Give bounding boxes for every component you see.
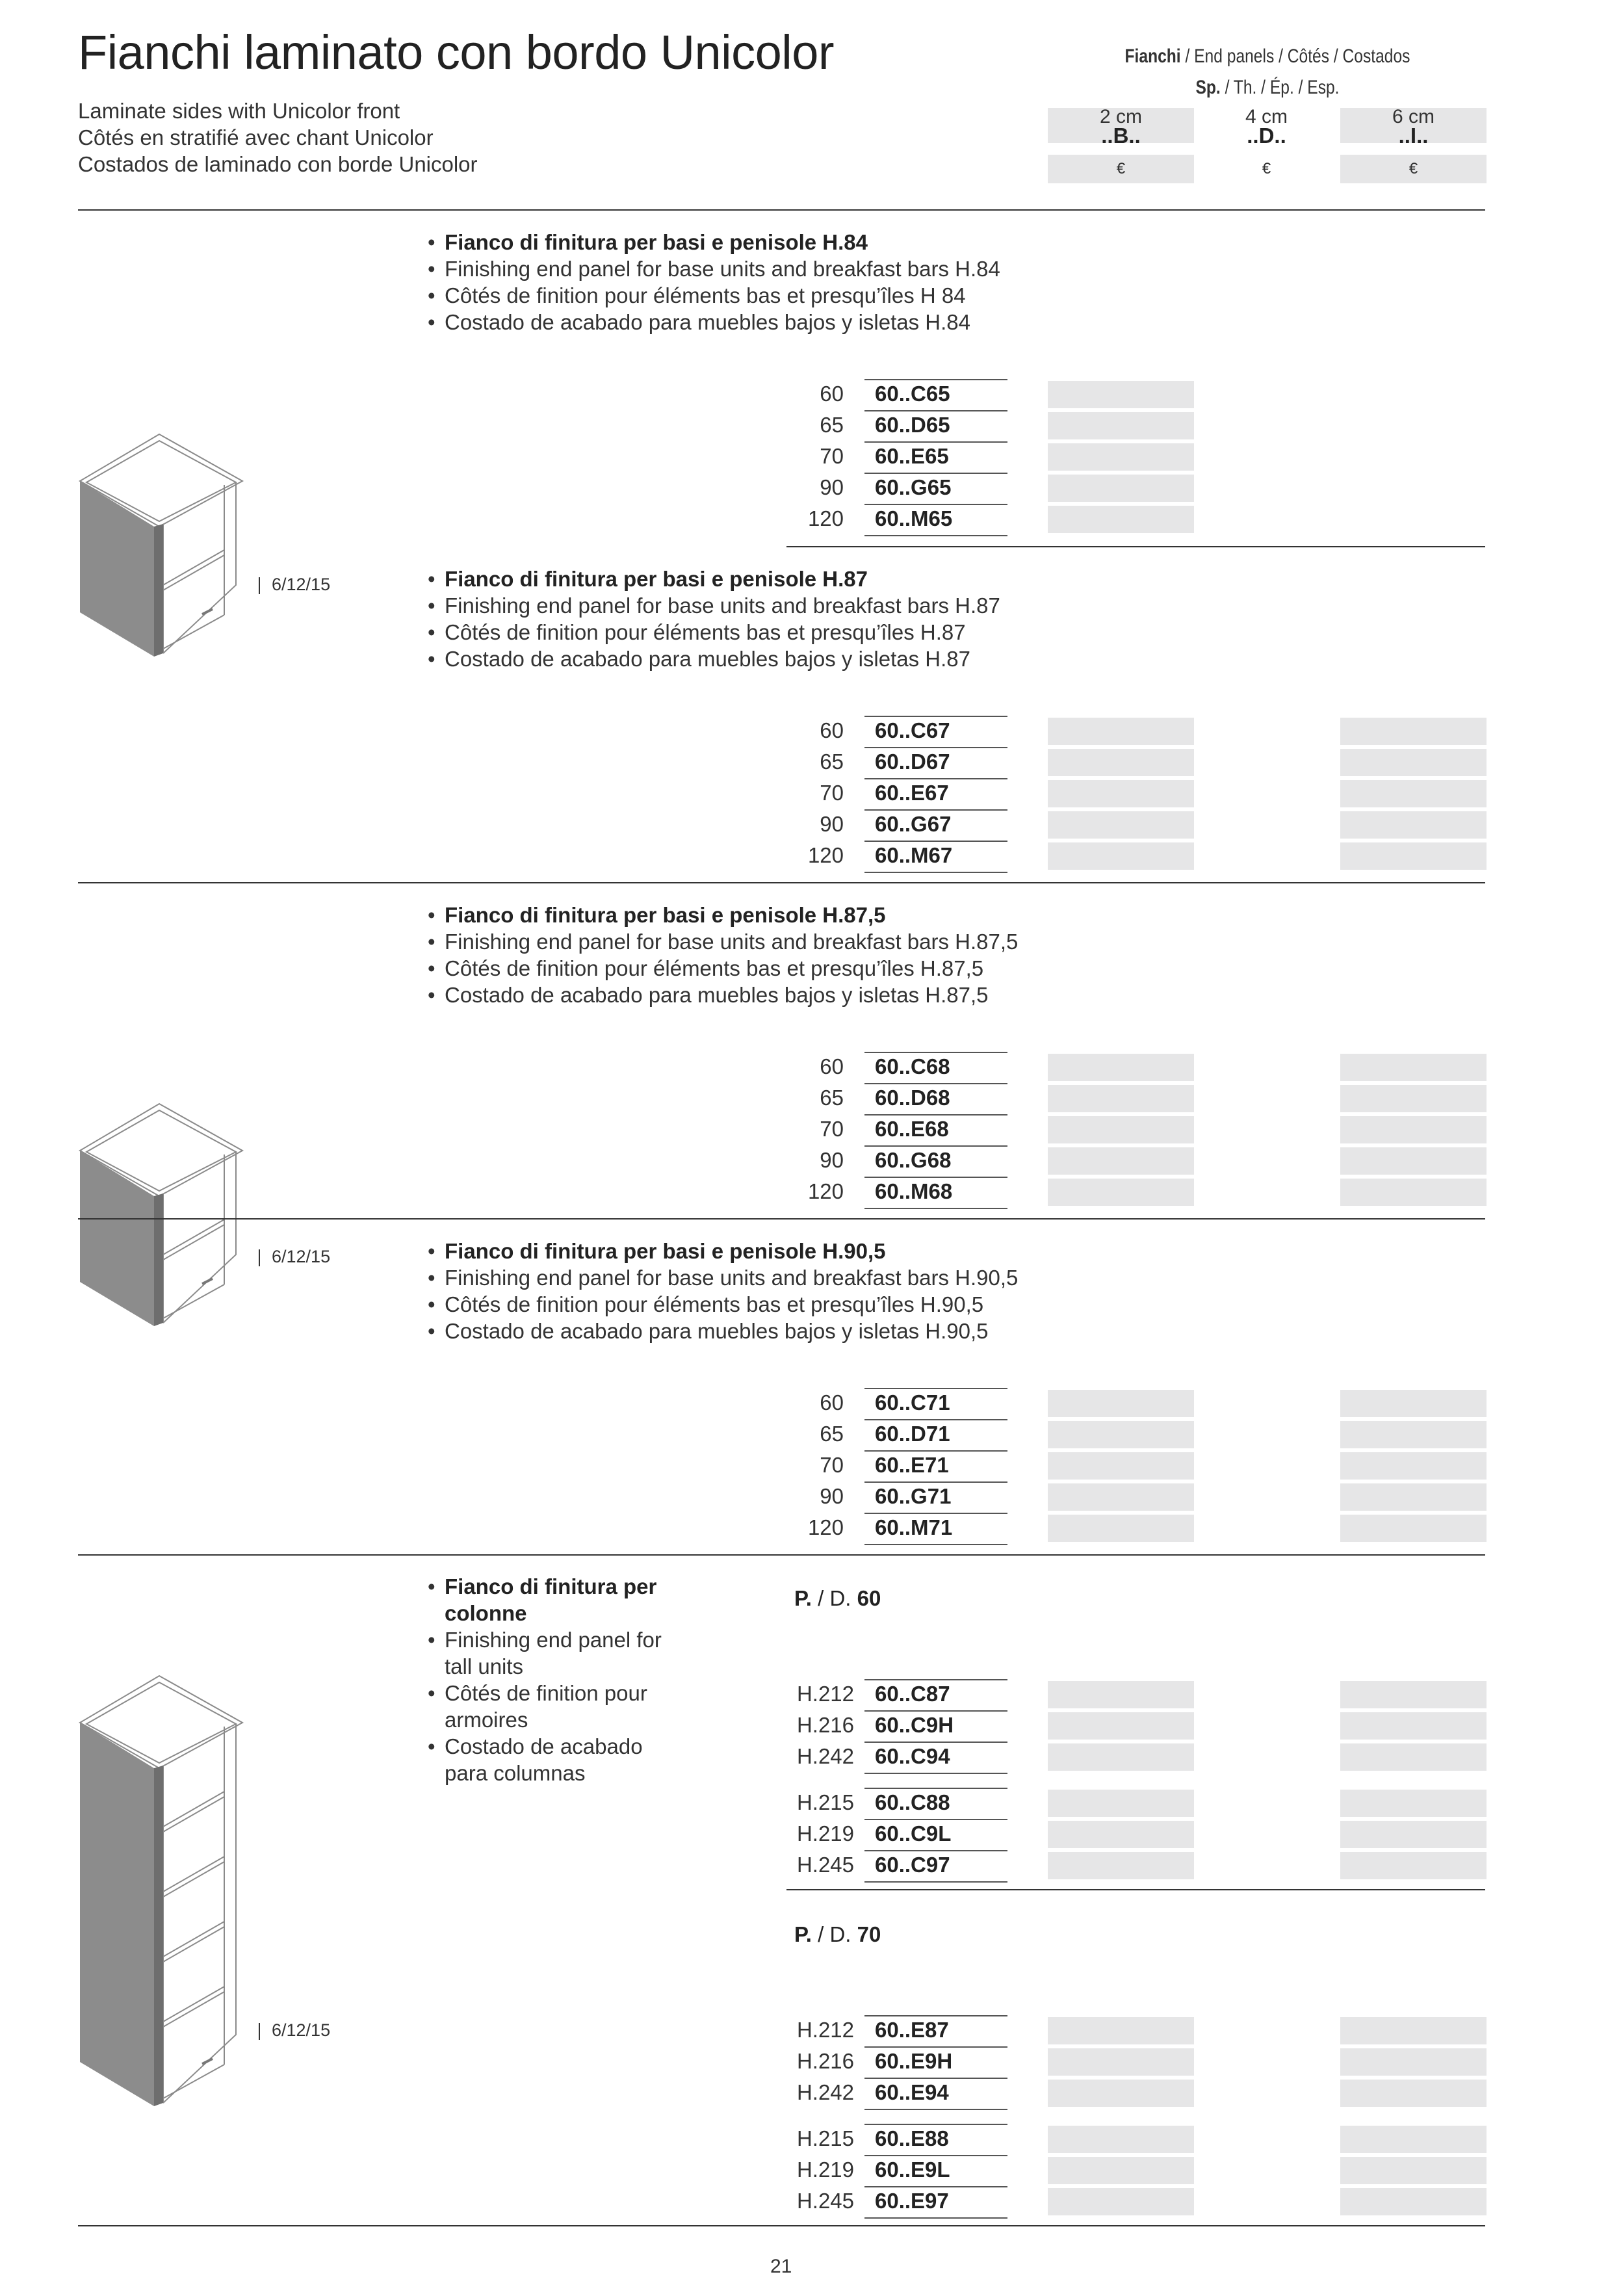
subtitle-fr: Côtés en stratifié avec chant Unicolor: [78, 125, 434, 150]
price-cell-b: [1048, 1712, 1194, 1740]
price-cell-b: [1048, 1821, 1194, 1848]
page-title: Fianchi laminato con bordo Unicolor: [78, 25, 834, 79]
price-cell-b: [1048, 1085, 1194, 1112]
row-height: H.219: [796, 2158, 854, 2182]
row-height: H.245: [796, 1853, 854, 1877]
row-underline: [864, 778, 1007, 779]
row-code: 60..G71: [875, 1484, 952, 1508]
shelf-annotation-2: 6/12/15: [259, 1247, 330, 1267]
page-number: 21: [770, 2256, 792, 2277]
tall-title-2: colonne: [445, 1601, 527, 1625]
price-cell-b: [1048, 2126, 1194, 2153]
price-cell-i: [1340, 842, 1487, 870]
price-cell-i: [1340, 2017, 1487, 2044]
row-underline: [864, 379, 1007, 380]
subtitles: [78, 98, 478, 177]
row-underline: [864, 2124, 1007, 2125]
price-cell-b: [1048, 443, 1194, 471]
row-underline: [864, 841, 1007, 842]
price-cell-i: [1340, 2048, 1487, 2076]
base-unit-illustration-2: [75, 1099, 250, 1333]
price-cell-i: [1340, 1790, 1487, 1817]
row-code: 60..E67: [875, 781, 949, 805]
col-b-currency: €: [1048, 155, 1194, 183]
row-underline: [864, 1450, 1007, 1452]
price-cell-b: [1048, 475, 1194, 502]
price-cell-b: [1048, 1147, 1194, 1175]
price-cell-i: [1340, 1515, 1487, 1542]
row-height: H.242: [796, 1744, 854, 1768]
price-cell-b: [1048, 2188, 1194, 2215]
depth-70-label: P. / D. 70: [794, 1922, 881, 1946]
row-height: H.219: [796, 1821, 854, 1846]
price-cell-i: [1340, 1821, 1487, 1848]
section-description: • Fianco di finitura per basi e penisole H.87,5 • Finishing end panel for base units and breakfast bars H.87,5 • Côtés de finition pour éléments bas et presqu’îles H.87,5 • Costado de acabado para muebles bajos y isletas H.87,5: [428, 903, 1019, 1007]
row-height: H.245: [796, 2189, 854, 2213]
row-height: H.216: [796, 2049, 854, 2073]
row-height: H.215: [796, 2126, 854, 2150]
row-code: 60..D67: [875, 750, 950, 774]
row-code: 60..E97: [875, 2189, 949, 2213]
row-code: 60..G65: [875, 475, 952, 499]
price-cell-i: [1340, 2188, 1487, 2215]
row-underline: [864, 1083, 1007, 1084]
row-code: 60..M71: [875, 1515, 953, 1539]
col-d-currency: €: [1262, 160, 1271, 177]
section-divider: [78, 882, 1485, 883]
price-cell-b: [1048, 506, 1194, 533]
row-width: 70: [820, 444, 844, 468]
height-arrow-icon: [259, 2023, 266, 2040]
price-cell-i: [1340, 1483, 1487, 1511]
price-cell-i: [1340, 1421, 1487, 1448]
price-cell-i: [1340, 2126, 1487, 2153]
section-description: • Fianco di finitura per basi e penisole H.84 • Finishing end panel for base units and breakfast bars H.84 • Côtés de finition pour éléments bas et presqu’îles H 84 • Costado de acabado para muebles bajos y isletas H.84: [428, 230, 1000, 334]
row-code: 60..C71: [875, 1390, 950, 1415]
row-underline: [864, 1114, 1007, 1115]
row-width: 90: [820, 475, 844, 499]
price-cell-i: [1340, 1681, 1487, 1708]
row-underline: [864, 2155, 1007, 2156]
row-underline: [864, 809, 1007, 811]
price-cell-i: [1340, 2157, 1487, 2184]
price-cell-b: [1048, 1483, 1194, 1511]
row-code: 60..E65: [875, 444, 949, 468]
row-width: 70: [820, 1453, 844, 1477]
row-height: H.212: [796, 1682, 854, 1706]
row-width: 90: [820, 812, 844, 836]
row-underline: [864, 2217, 1007, 2219]
row-underline: [864, 716, 1007, 717]
row-width: 120: [807, 1179, 844, 1203]
row-code: 60..D68: [875, 1086, 950, 1110]
price-cell-b: [1048, 1790, 1194, 1817]
row-code: 60..C88: [875, 1790, 950, 1814]
price-cell-b: [1048, 1116, 1194, 1143]
price-cell-i: [1340, 749, 1487, 776]
row-width: 90: [820, 1484, 844, 1508]
row-width: 60: [820, 1054, 844, 1078]
row-code: 60..E88: [875, 2126, 949, 2150]
row-code: 60..C87: [875, 1682, 950, 1706]
price-cell-b: [1048, 381, 1194, 408]
row-underline: [864, 1710, 1007, 1712]
row-code: 60..E68: [875, 1117, 949, 1141]
price-cell-b: [1048, 811, 1194, 839]
row-underline: [864, 535, 1007, 536]
row-height: H.242: [796, 2080, 854, 2104]
section-description: • Fianco di finitura per basi e penisole H.90,5 • Finishing end panel for base units and breakfast bars H.90,5 • Côtés de finition pour éléments bas et presqu’îles H.90,5 • Costado de acabado para muebles bajos y isletas H.90,5: [428, 1239, 1019, 1343]
row-width: 60: [820, 382, 844, 406]
height-arrow-icon: [259, 1249, 266, 1266]
shelf-annotation-1: 6/12/15: [259, 575, 330, 595]
price-cell-i: [1340, 1390, 1487, 1417]
height-arrow-icon: [259, 577, 266, 594]
row-underline: [864, 2078, 1007, 2079]
price-cell-i: [1340, 718, 1487, 745]
section-description: • Fianco di finitura per basi e penisole H.87 • Finishing end panel for base units and breakfast bars H.87 • Côtés de finition pour éléments bas et presqu’îles H.87 • Costado de acabado para muebles bajos y isletas H.87: [428, 567, 1000, 671]
row-underline: [864, 1052, 1007, 1053]
row-underline: [864, 1145, 1007, 1147]
row-height: H.216: [796, 1713, 854, 1737]
row-code: 60..M65: [875, 506, 953, 530]
row-underline: [864, 1819, 1007, 1820]
row-code: 60..C65: [875, 382, 950, 406]
row-code: 60..G68: [875, 1148, 952, 1172]
base-unit-illustration: [75, 429, 250, 663]
depth-divider: [786, 1889, 1485, 1890]
subtitle-es: Costados de laminado con borde Unicolor: [78, 152, 478, 176]
price-cell-b: [1048, 2048, 1194, 2076]
shelf-annotation-3: 6/12/15: [259, 2020, 330, 2041]
price-cell-b: [1048, 1743, 1194, 1771]
row-width: 65: [820, 1422, 844, 1446]
row-underline: [864, 2046, 1007, 2048]
row-width: 60: [820, 718, 844, 742]
price-cell-b: [1048, 1515, 1194, 1542]
tall-unit-illustration: [75, 1671, 250, 2113]
price-cell-b: [1048, 718, 1194, 745]
price-cell-i: [1340, 780, 1487, 807]
row-underline: [864, 1481, 1007, 1483]
row-code: 60..D71: [875, 1422, 950, 1446]
price-cell-b: [1048, 749, 1194, 776]
price-cell-i: [1340, 811, 1487, 839]
tall-description: • Fianco di finitura per colonne • Finishing end panel for tall units • Côtés de finition pour armoires • Costado de acabado para columnas: [428, 1574, 662, 1785]
row-code: 60..C9H: [875, 1713, 954, 1737]
row-code: 60..E87: [875, 2018, 949, 2042]
row-code: 60..C68: [875, 1054, 950, 1078]
row-underline: [864, 872, 1007, 873]
price-cell-i: [1340, 1116, 1487, 1143]
price-cell-b: [1048, 780, 1194, 807]
row-code: 60..E9H: [875, 2049, 953, 2073]
price-cell-i: [1340, 1179, 1487, 1206]
row-underline: [864, 2109, 1007, 2110]
price-cell-i: [1340, 2080, 1487, 2107]
price-cell-b: [1048, 1452, 1194, 1480]
price-cell-b: [1048, 842, 1194, 870]
row-underline: [864, 410, 1007, 411]
row-width: 60: [820, 1390, 844, 1415]
price-cell-i: [1340, 1712, 1487, 1740]
row-underline: [864, 504, 1007, 505]
col-i-currency: €: [1340, 155, 1487, 183]
row-underline: [864, 747, 1007, 748]
header-thickness: Sp. / Th. / Ép. / Esp.: [1195, 77, 1340, 98]
row-code: 60..E9L: [875, 2158, 950, 2182]
price-cell-b: [1048, 2157, 1194, 2184]
row-underline: [864, 1544, 1007, 1545]
price-cell-b: [1048, 1390, 1194, 1417]
row-underline: [864, 1419, 1007, 1420]
row-code: 60..C97: [875, 1853, 950, 1877]
row-underline: [864, 2186, 1007, 2187]
row-height: H.215: [796, 1790, 854, 1814]
row-code: 60..C67: [875, 718, 950, 742]
row-underline: [864, 441, 1007, 443]
price-cell-i: [1340, 1852, 1487, 1879]
tall-title-1: Fianco di finitura per: [445, 1574, 657, 1598]
row-underline: [864, 1773, 1007, 1774]
price-cell-b: [1048, 2017, 1194, 2044]
row-code: 60..E71: [875, 1453, 949, 1477]
price-cell-b: [1048, 1852, 1194, 1879]
price-cell-b: [1048, 412, 1194, 439]
row-underline: [864, 1208, 1007, 1209]
row-code: 60..M68: [875, 1179, 953, 1203]
row-width: 70: [820, 1117, 844, 1141]
price-cell-i: [1340, 1085, 1487, 1112]
price-cell-i: [1340, 1147, 1487, 1175]
row-code: 60..C9L: [875, 1821, 952, 1846]
row-width: 120: [807, 506, 844, 530]
row-width: 65: [820, 1086, 844, 1110]
row-width: 90: [820, 1148, 844, 1172]
row-underline: [864, 1679, 1007, 1680]
row-underline: [864, 473, 1007, 474]
row-code: 60..C94: [875, 1744, 950, 1768]
row-underline: [864, 1388, 1007, 1389]
price-cell-b: [1048, 1421, 1194, 1448]
row-width: 70: [820, 781, 844, 805]
price-cell-b: [1048, 1054, 1194, 1081]
row-underline: [864, 2015, 1007, 2016]
col-i-header: 6 cm ..I..: [1340, 108, 1487, 143]
row-underline: [864, 1742, 1007, 1743]
header-fianchi: Fianchi / End panels / Côtés / Costados: [1124, 46, 1410, 67]
row-code: 60..G67: [875, 812, 952, 836]
price-cell-b: [1048, 1681, 1194, 1708]
row-underline: [864, 1850, 1007, 1851]
row-underline: [864, 1788, 1007, 1789]
col-b-header: 2 cm ..B..: [1048, 108, 1194, 143]
section-divider: [786, 546, 1485, 547]
header-divider: [78, 209, 1485, 211]
section-divider: [78, 1554, 1485, 1556]
row-code: 60..D65: [875, 413, 950, 437]
section-divider: [78, 1218, 1485, 1220]
row-code: 60..M67: [875, 843, 953, 867]
price-cell-i: [1340, 1054, 1487, 1081]
depth-60-label: P. / D. 60: [794, 1586, 881, 1610]
row-width: 120: [807, 1515, 844, 1539]
subtitle-en: Laminate sides with Unicolor front: [78, 99, 400, 123]
row-underline: [864, 1881, 1007, 1883]
price-cell-i: [1340, 1452, 1487, 1480]
row-width: 65: [820, 750, 844, 774]
row-height: H.212: [796, 2018, 854, 2042]
price-cell-b: [1048, 1179, 1194, 1206]
row-underline: [864, 1513, 1007, 1514]
price-cell-i: [1340, 1743, 1487, 1771]
row-code: 60..E94: [875, 2080, 949, 2104]
row-underline: [864, 1177, 1007, 1178]
row-width: 120: [807, 843, 844, 867]
price-cell-b: [1048, 2080, 1194, 2107]
col-d-header: 4 cm ..D..: [1245, 106, 1288, 148]
row-width: 65: [820, 413, 844, 437]
bottom-divider: [78, 2225, 1485, 2226]
